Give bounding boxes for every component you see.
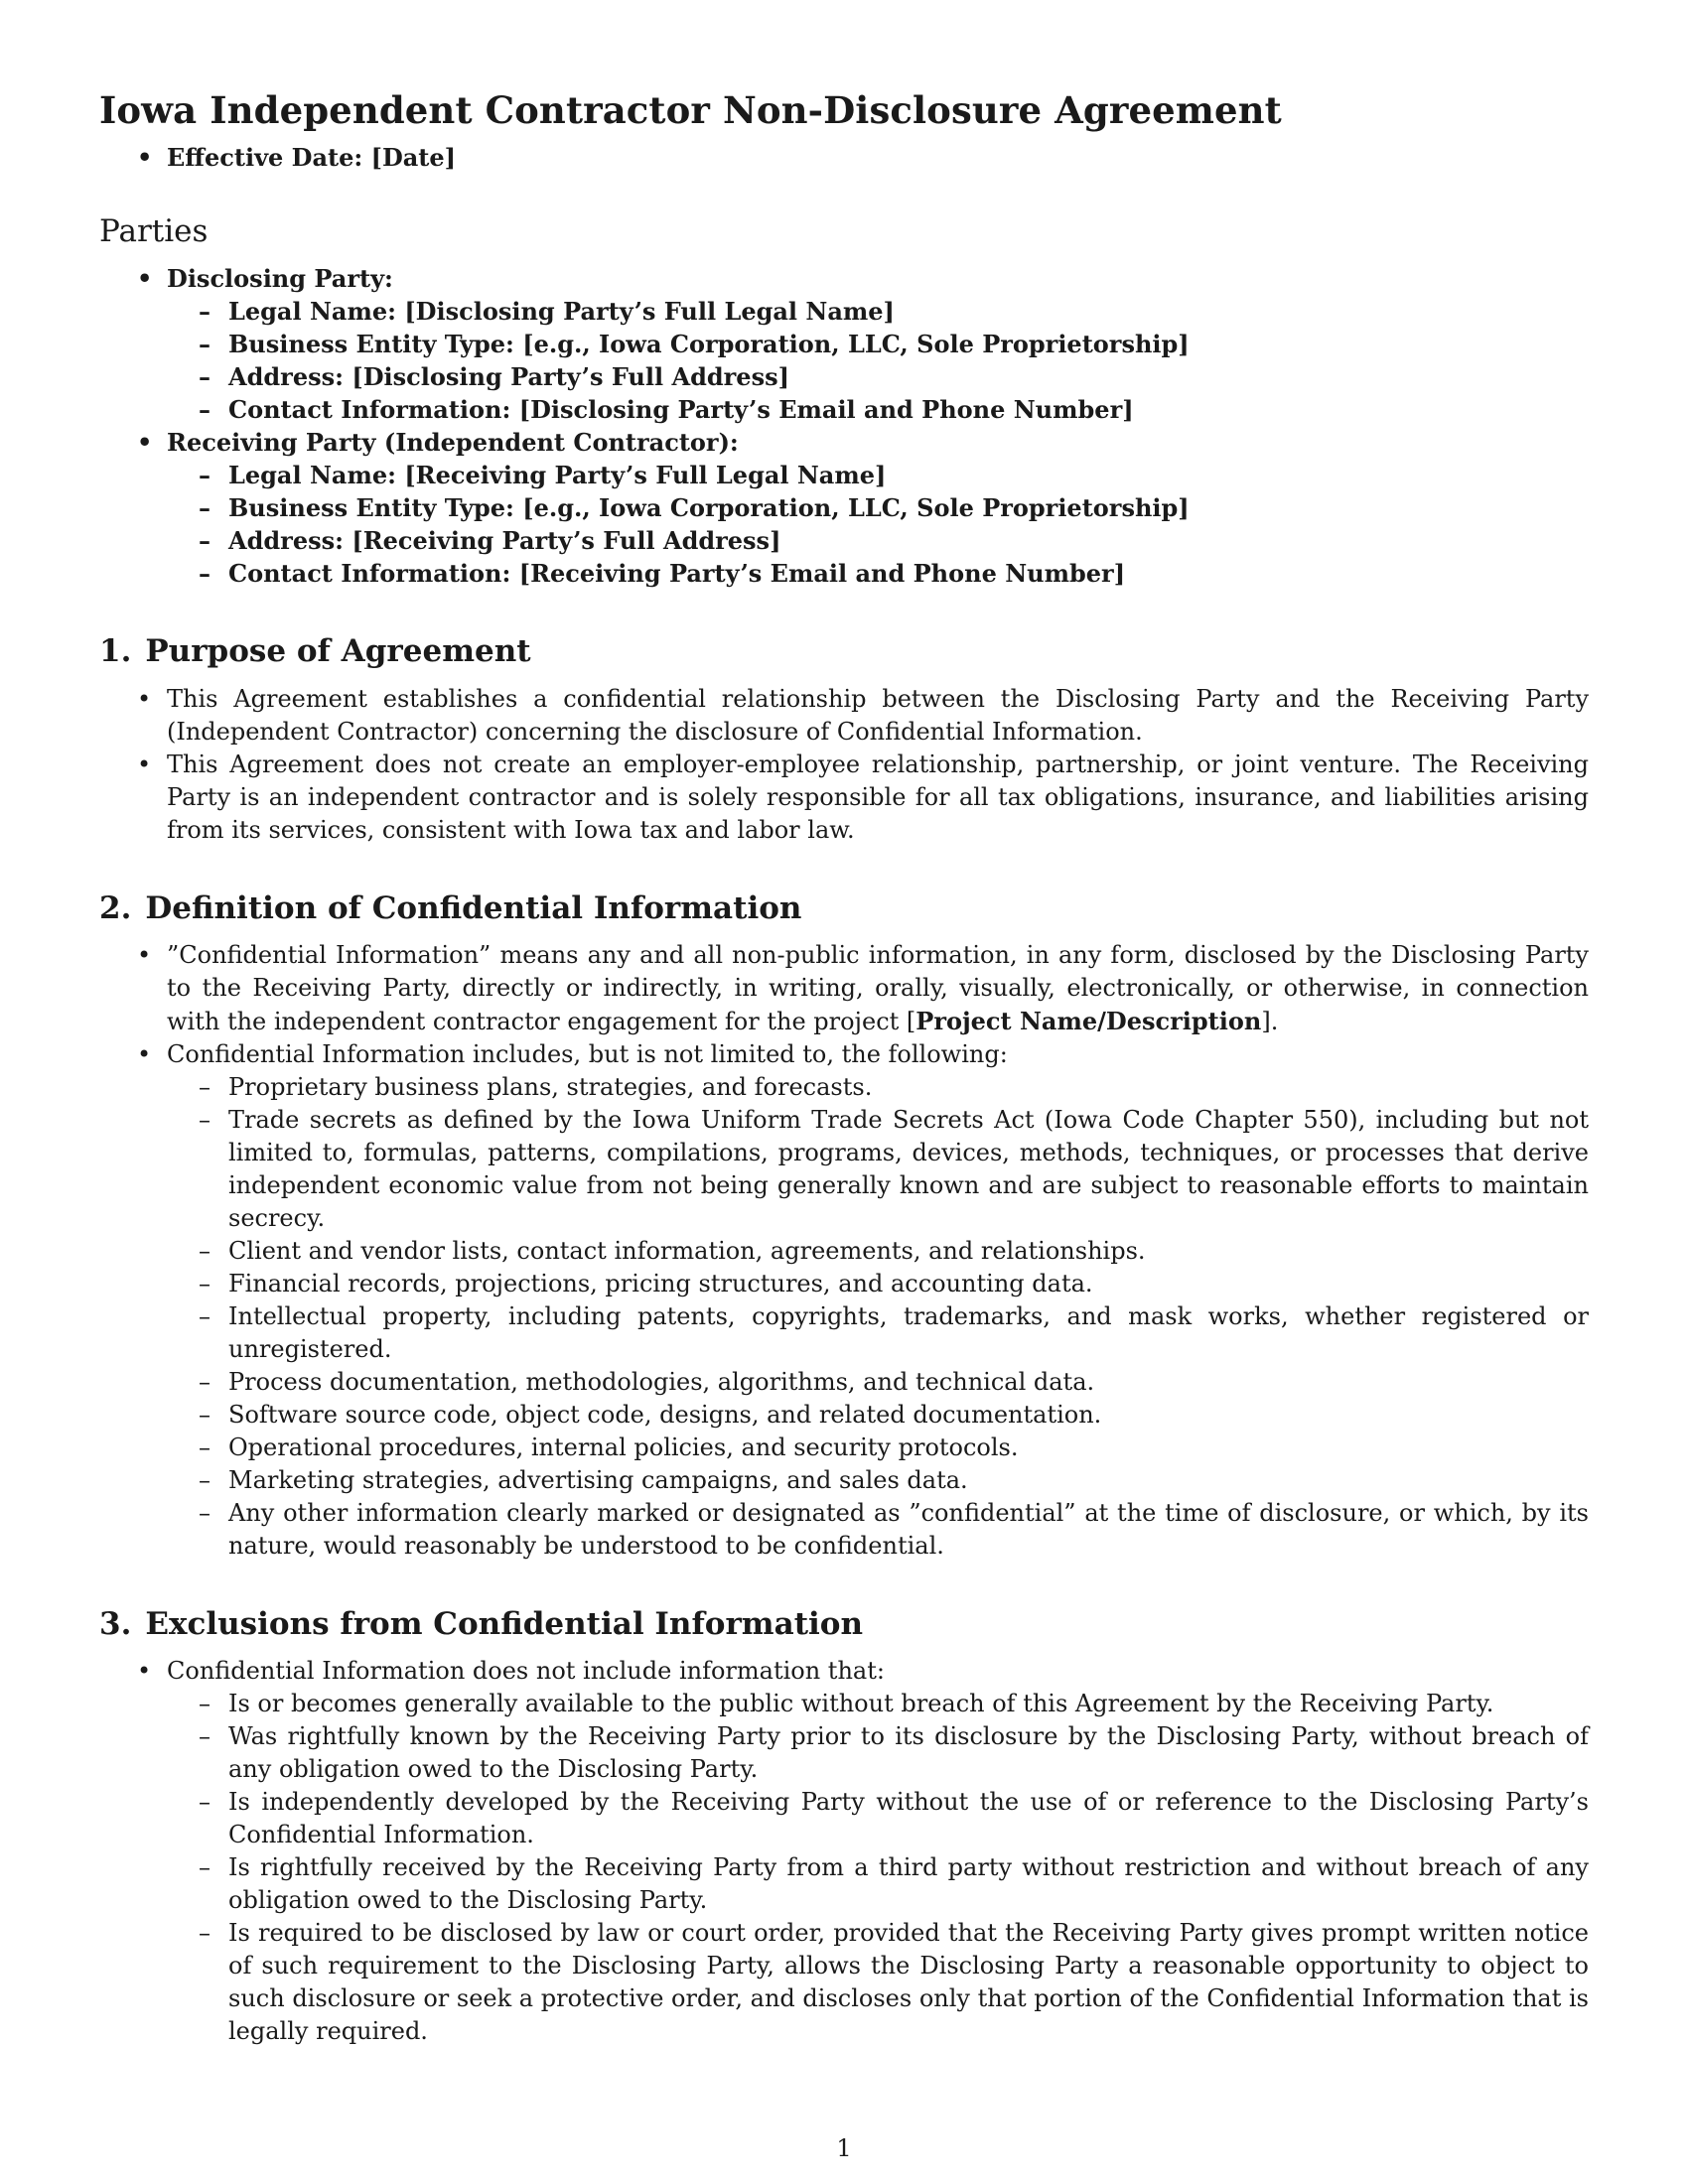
list-item: – Is or becomes generally available to the public without breach of this Agreement by the Receiving Party. xyxy=(167,1688,1589,1720)
list-item: • This Agreement establishes a confidential relationship between the Disclosing Party and the Receiving Party (Independent Contractor) concerning the disclosure of Confidential Information. xyxy=(99,683,1589,749)
section-title: Definition of Confidential Information xyxy=(145,889,802,926)
section-heading xyxy=(99,633,1589,670)
list-item: – Intellectual property, including patents, copyrights, trademarks, and mask works, whether registered or unregistered. xyxy=(167,1300,1589,1366)
list-item: – Trade secrets as defined by the Iowa Uniform Trade Secrets Act (Iowa Code Chapter 550), including but not limited to, formulas, patterns, compilations, programs, devices, methods, techniques, or processes that derive independent economic value from not being generally known and are subject to reasonable efforts to maintain secrecy. xyxy=(167,1104,1589,1235)
section-title: Purpose of Agreement xyxy=(145,633,531,670)
list-item: – Any other information clearly marked or designated as ”confidential” at the time of disclosure, or which, by its nature, would reasonably be understood to be confidential. xyxy=(167,1497,1589,1563)
section-definition xyxy=(99,890,1589,1563)
disclosing-address: – Address: [Disclosing Party’s Full Address] xyxy=(167,360,1589,393)
section-exclusions xyxy=(99,1606,1589,2048)
exclusions-item xyxy=(99,1655,1589,2048)
definition-text-end: ]. xyxy=(1261,1007,1279,1035)
section-purpose xyxy=(99,633,1589,846)
exclusions-intro: Confidential Information does not include information that: xyxy=(167,1657,885,1685)
disclosing-party-label: Disclosing Party: xyxy=(167,264,393,294)
list-item: – Operational procedures, internal policies, and security protocols. xyxy=(167,1432,1589,1464)
page-number: 1 xyxy=(836,2134,852,2162)
receiving-contact: – Contact Information: [Receiving Party’s Email and Phone Number] xyxy=(167,557,1589,590)
receiving-party xyxy=(99,426,1589,590)
parties-section xyxy=(99,213,1589,590)
document-page xyxy=(99,87,1589,2048)
exclusions-list xyxy=(99,1655,1589,2048)
parties-list xyxy=(99,262,1589,590)
definition-list xyxy=(99,939,1589,1563)
parties-heading: Parties xyxy=(99,213,209,250)
receiving-address: – Address: [Receiving Party’s Full Address] xyxy=(167,524,1589,557)
purpose-list xyxy=(99,683,1589,847)
section-number: 1. xyxy=(99,633,132,670)
definition-text: ”Confidential Information” means any and all non-public information, in any form, disclosed by the Disclosing Party to the Receiving Party, directly or indirectly, in writing, orally, visually, electronically, or otherwise, in connection with the independent contractor engagement for the project [ xyxy=(167,940,1589,1035)
project-name-placeholder: Project Name/Description xyxy=(915,1006,1262,1035)
effective-date: • Effective Date: [Date] xyxy=(99,141,1589,174)
includes-item xyxy=(99,1038,1589,1563)
list-item: – Is rightfully received by the Receiving Party from a third party without restriction and without breach of any obligation owed to the Disclosing Party. xyxy=(167,1851,1589,1917)
list-item: – Is independently developed by the Receiving Party without the use of or reference to the Disclosing Party’s Confidential Information. xyxy=(167,1786,1589,1851)
section-number: 3. xyxy=(99,1605,132,1642)
disclosing-party-details xyxy=(167,295,1589,426)
receiving-party-label: Receiving Party (Independent Contractor): xyxy=(167,428,739,458)
disclosing-entity-type: – Business Entity Type: [e.g., Iowa Corporation, LLC, Sole Proprietorship] xyxy=(167,328,1589,360)
list-item: – Client and vendor lists, contact information, agreements, and relationships. xyxy=(167,1235,1589,1268)
section-title: Exclusions from Confidential Information xyxy=(145,1605,864,1642)
disclosing-contact: – Contact Information: [Disclosing Party’s Email and Phone Number] xyxy=(167,393,1589,426)
list-item: – Financial records, projections, pricing structures, and accounting data. xyxy=(167,1268,1589,1300)
includes-list xyxy=(167,1071,1589,1563)
includes-intro: Confidential Information includes, but is not limited to, the following: xyxy=(167,1039,1008,1068)
receiving-entity-type: – Business Entity Type: [e.g., Iowa Corporation, LLC, Sole Proprietorship] xyxy=(167,491,1589,524)
document-title: Iowa Independent Contractor Non-Disclosure Agreement xyxy=(99,88,1282,132)
section-heading xyxy=(99,890,1589,927)
list-item: – Proprietary business plans, strategies, and forecasts. xyxy=(167,1071,1589,1104)
receiving-party-details xyxy=(167,459,1589,590)
disclosing-party xyxy=(99,262,1589,426)
list-item: – Software source code, object code, designs, and related documentation. xyxy=(167,1399,1589,1432)
effective-date-list xyxy=(99,141,1589,174)
section-number: 2. xyxy=(99,889,132,926)
receiving-legal-name: – Legal Name: [Receiving Party’s Full Legal Name] xyxy=(167,459,1589,491)
definition-paragraph xyxy=(99,939,1589,1038)
section-heading xyxy=(99,1606,1589,1643)
disclosing-legal-name: – Legal Name: [Disclosing Party’s Full Legal Name] xyxy=(167,295,1589,328)
list-item: – Marketing strategies, advertising campaigns, and sales data. xyxy=(167,1464,1589,1497)
exclusions-sublist xyxy=(167,1688,1589,2048)
list-item: – Was rightfully known by the Receiving Party prior to its disclosure by the Disclosing Party, without breach of any obligation owed to the Disclosing Party. xyxy=(167,1720,1589,1786)
list-item: – Process documentation, methodologies, algorithms, and technical data. xyxy=(167,1366,1589,1399)
list-item: • This Agreement does not create an employer-employee relationship, partnership, or joint venture. The Receiving Party is an independent contractor and is solely responsible for all tax obligations, insurance, and liabilities arising from its services, consistent with Iowa tax and labor law. xyxy=(99,749,1589,847)
list-item: – Is required to be disclosed by law or court order, provided that the Receiving Party gives prompt written notice of such requirement to the Disclosing Party, allows the Disclosing Party a reasonable opportunity to object to such disclosure or seek a protective order, and discloses only that portion of the Confidential Information that is legally required. xyxy=(167,1917,1589,2048)
